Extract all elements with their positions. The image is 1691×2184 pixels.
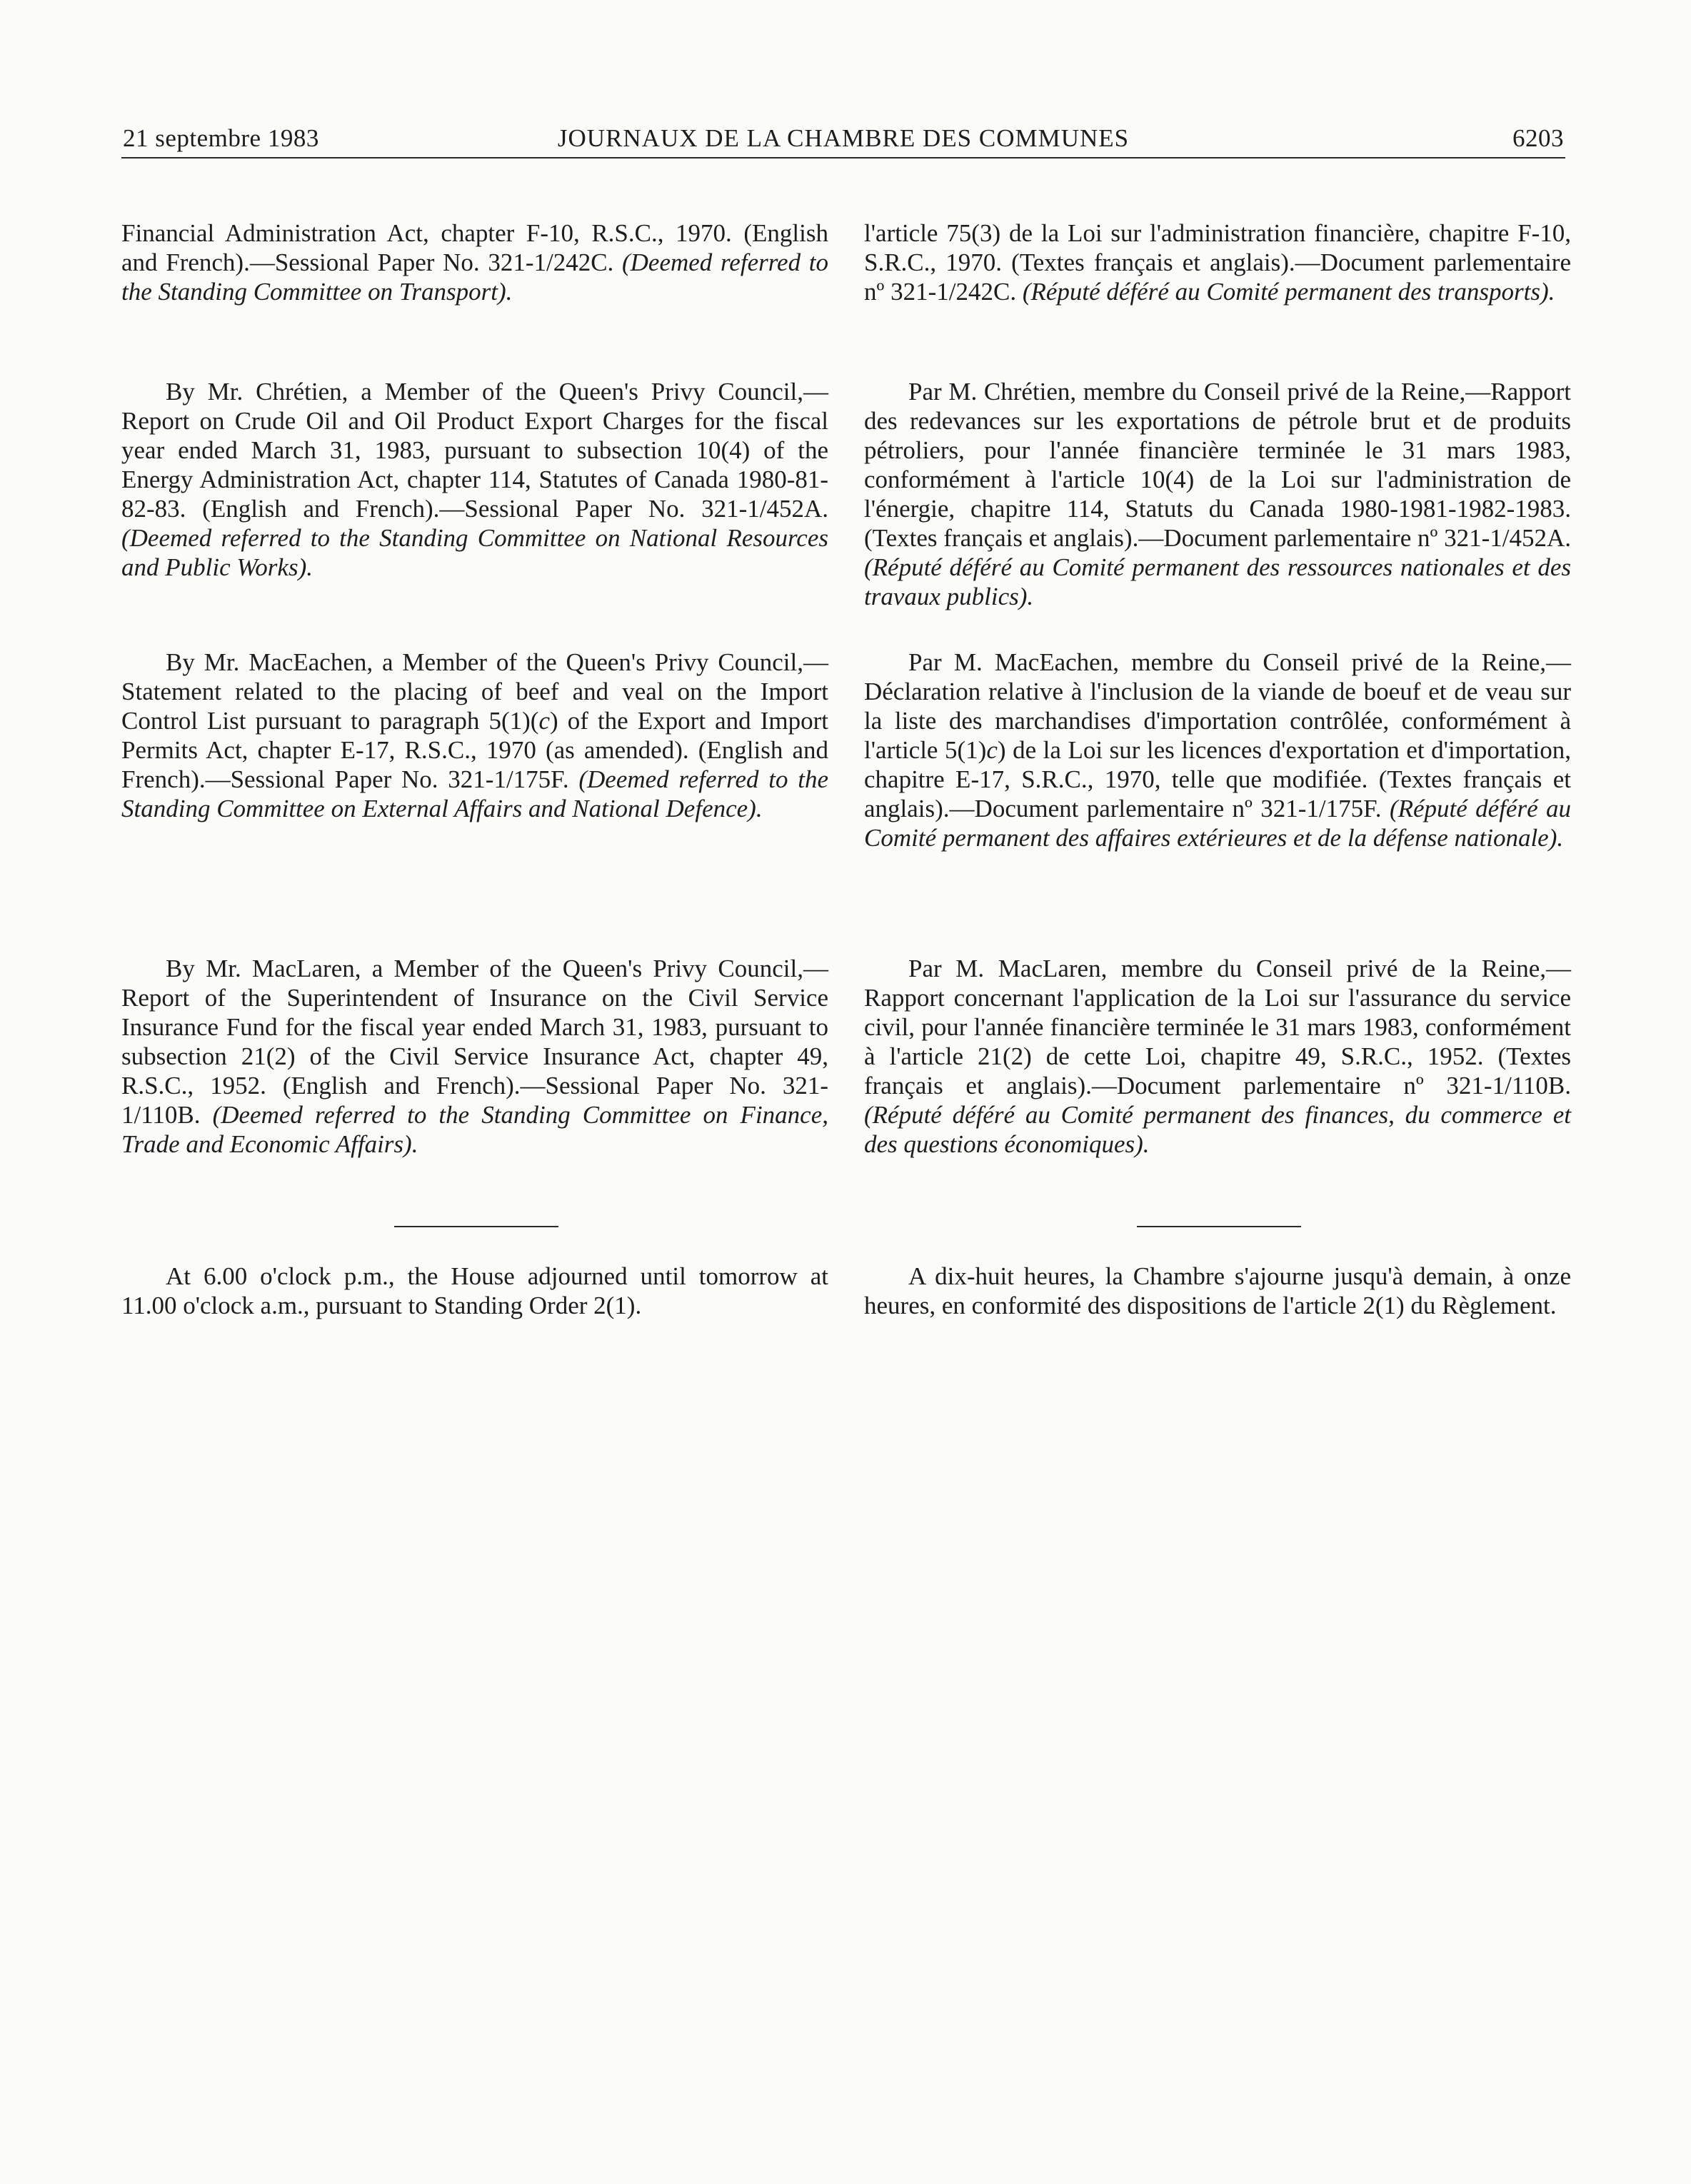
- french-adjournment: [864, 1262, 1571, 1320]
- section-divider-left: [394, 1226, 558, 1227]
- paragraph-letter: c: [986, 736, 998, 764]
- section-divider-right: [1137, 1226, 1301, 1227]
- paragraph-text: Par M. Chrétien, membre du Conseil privé de la Reine,—Rapport des redevances sur les exportations de pétrole brut et de produits pétroliers, pour l'année financière terminée le 31 mars 1983, conformément à l'article 10(4) de la Loi sur l'administration de l'énergie, chapitre 114, Statuts du Canada 1980-1981-1982-1983. (Textes français et anglais).—Document parlementaire nº 321-1/452A.: [864, 378, 1571, 552]
- committee-referral: (Réputé déféré au Comité permanent des affaires extérieures et de la défense nationale).: [864, 795, 1571, 852]
- committee-referral: (Réputé déféré au Comité permanent des transports).: [1022, 278, 1555, 306]
- header-title: JOURNAUX DE LA CHAMBRE DES COMMUNES: [557, 124, 1130, 152]
- paragraph-text-cont: ) de la Loi sur les licences d'exportation et d'importation, chapitre E-17, S.R.C., 1970, telle que modifiée. (Textes français et anglais).—Document parlementaire nº 321-1/175F.: [864, 736, 1571, 822]
- french-paragraph-4: [864, 954, 1571, 1159]
- paragraph-text: By Mr. Chrétien, a Member of the Queen's Privy Council,—Report on Crude Oil and Oil Product Export Charges for the fiscal year ended March 31, 1983, pursuant to subsection 10(4) of the Energy Administration Act, chapter 114, Statutes of Canada 1980-81-82-83. (English and French).—Sessional Paper No. 321-1/452A.: [121, 378, 828, 523]
- english-paragraph-3: [121, 648, 828, 823]
- committee-referral: (Deemed referred to the Standing Committee on National Resources and Public Works).: [121, 524, 828, 581]
- paragraph-text: Par M. MacLaren, membre du Conseil privé de la Reine,—Rapport concernant l'application de la Loi sur l'assurance du service civil, pour l'année financière terminée le 31 mars 1983, conformément à l'article 21(2) de cette Loi, chapitre 49, S.R.C., 1952. (Textes français et anglais).—Document parlementaire nº 321-1/110B.: [864, 955, 1571, 1099]
- french-paragraph-3: [864, 648, 1571, 852]
- paragraph-text: At 6.00 o'clock p.m., the House adjourned until tomorrow at 11.00 o'clock a.m., pursuant to Standing Order 2(1).: [121, 1262, 828, 1319]
- french-paragraph-1: [864, 218, 1571, 306]
- committee-referral: (Réputé déféré au Comité permanent des ressources nationales et des travaux publics).: [864, 553, 1571, 610]
- english-paragraph-1: [121, 218, 828, 306]
- paragraph-text: A dix-huit heures, la Chambre s'ajourne jusqu'à demain, à onze heures, en conformité des dispositions de l'article 2(1) du Règlement.: [864, 1262, 1571, 1319]
- paragraph-text: l'article 75(3) de la Loi sur l'administration financière, chapitre F-10, S.R.C., 1970. (Textes français et anglais).—Document parlementaire nº 321-1/242C.: [864, 219, 1571, 306]
- paragraph-letter: c: [538, 707, 550, 735]
- committee-referral: (Deemed referred to the Standing Committee on External Affairs and National Defence).: [121, 765, 829, 822]
- french-paragraph-2: [864, 377, 1571, 611]
- paragraph-text: By Mr. MacEachen, a Member of the Queen's Privy Council,—Statement related to the placing of beef and veal on the Import Control List pursuant to paragraph 5(1)(: [121, 648, 828, 735]
- committee-referral: (Deemed referred to the Standing Committee on Transport).: [121, 248, 828, 306]
- paragraph-text: By Mr. MacLaren, a Member of the Queen's Privy Council,—Report of the Superintendent of Insurance on the Civil Service Insurance Fund for the fiscal year ended March 31, 1983, pursuant to subsection 21(2) of the Civil Service Insurance Act, chapter 49, R.S.C., 1952. (English and French).—Sessional Paper No. 321-1/110B.: [121, 955, 828, 1129]
- page-number: 6203: [1512, 124, 1564, 152]
- english-adjournment: [121, 1262, 828, 1320]
- paragraph-text: Financial Administration Act, chapter F-10, R.S.C., 1970. (English and French).—Sessional Paper No. 321-1/242C.: [121, 219, 828, 276]
- english-paragraph-2: [121, 377, 828, 582]
- paragraph-text-cont: ) of the Export and Import Permits Act, chapter E-17, R.S.C., 1970 (as amended). (English and French).—Sessional Paper No. 321-1/175F.: [121, 707, 828, 793]
- committee-referral: (Deemed referred to the Standing Committee on Finance, Trade and Economic Affairs).: [121, 1101, 828, 1158]
- page-header: [121, 121, 1565, 158]
- header-date: 21 septembre 1983: [123, 124, 319, 152]
- committee-referral: (Réputé déféré au Comité permanent des finances, du commerce et des questions économiques).: [864, 1101, 1571, 1158]
- english-paragraph-4: [121, 954, 828, 1159]
- paragraph-text: Par M. MacEachen, membre du Conseil privé de la Reine,—Déclaration relative à l'inclusion de la viande de boeuf et de veau sur la liste des marchandises d'importation contrôlée, conformément à l'article 5(1): [864, 648, 1571, 764]
